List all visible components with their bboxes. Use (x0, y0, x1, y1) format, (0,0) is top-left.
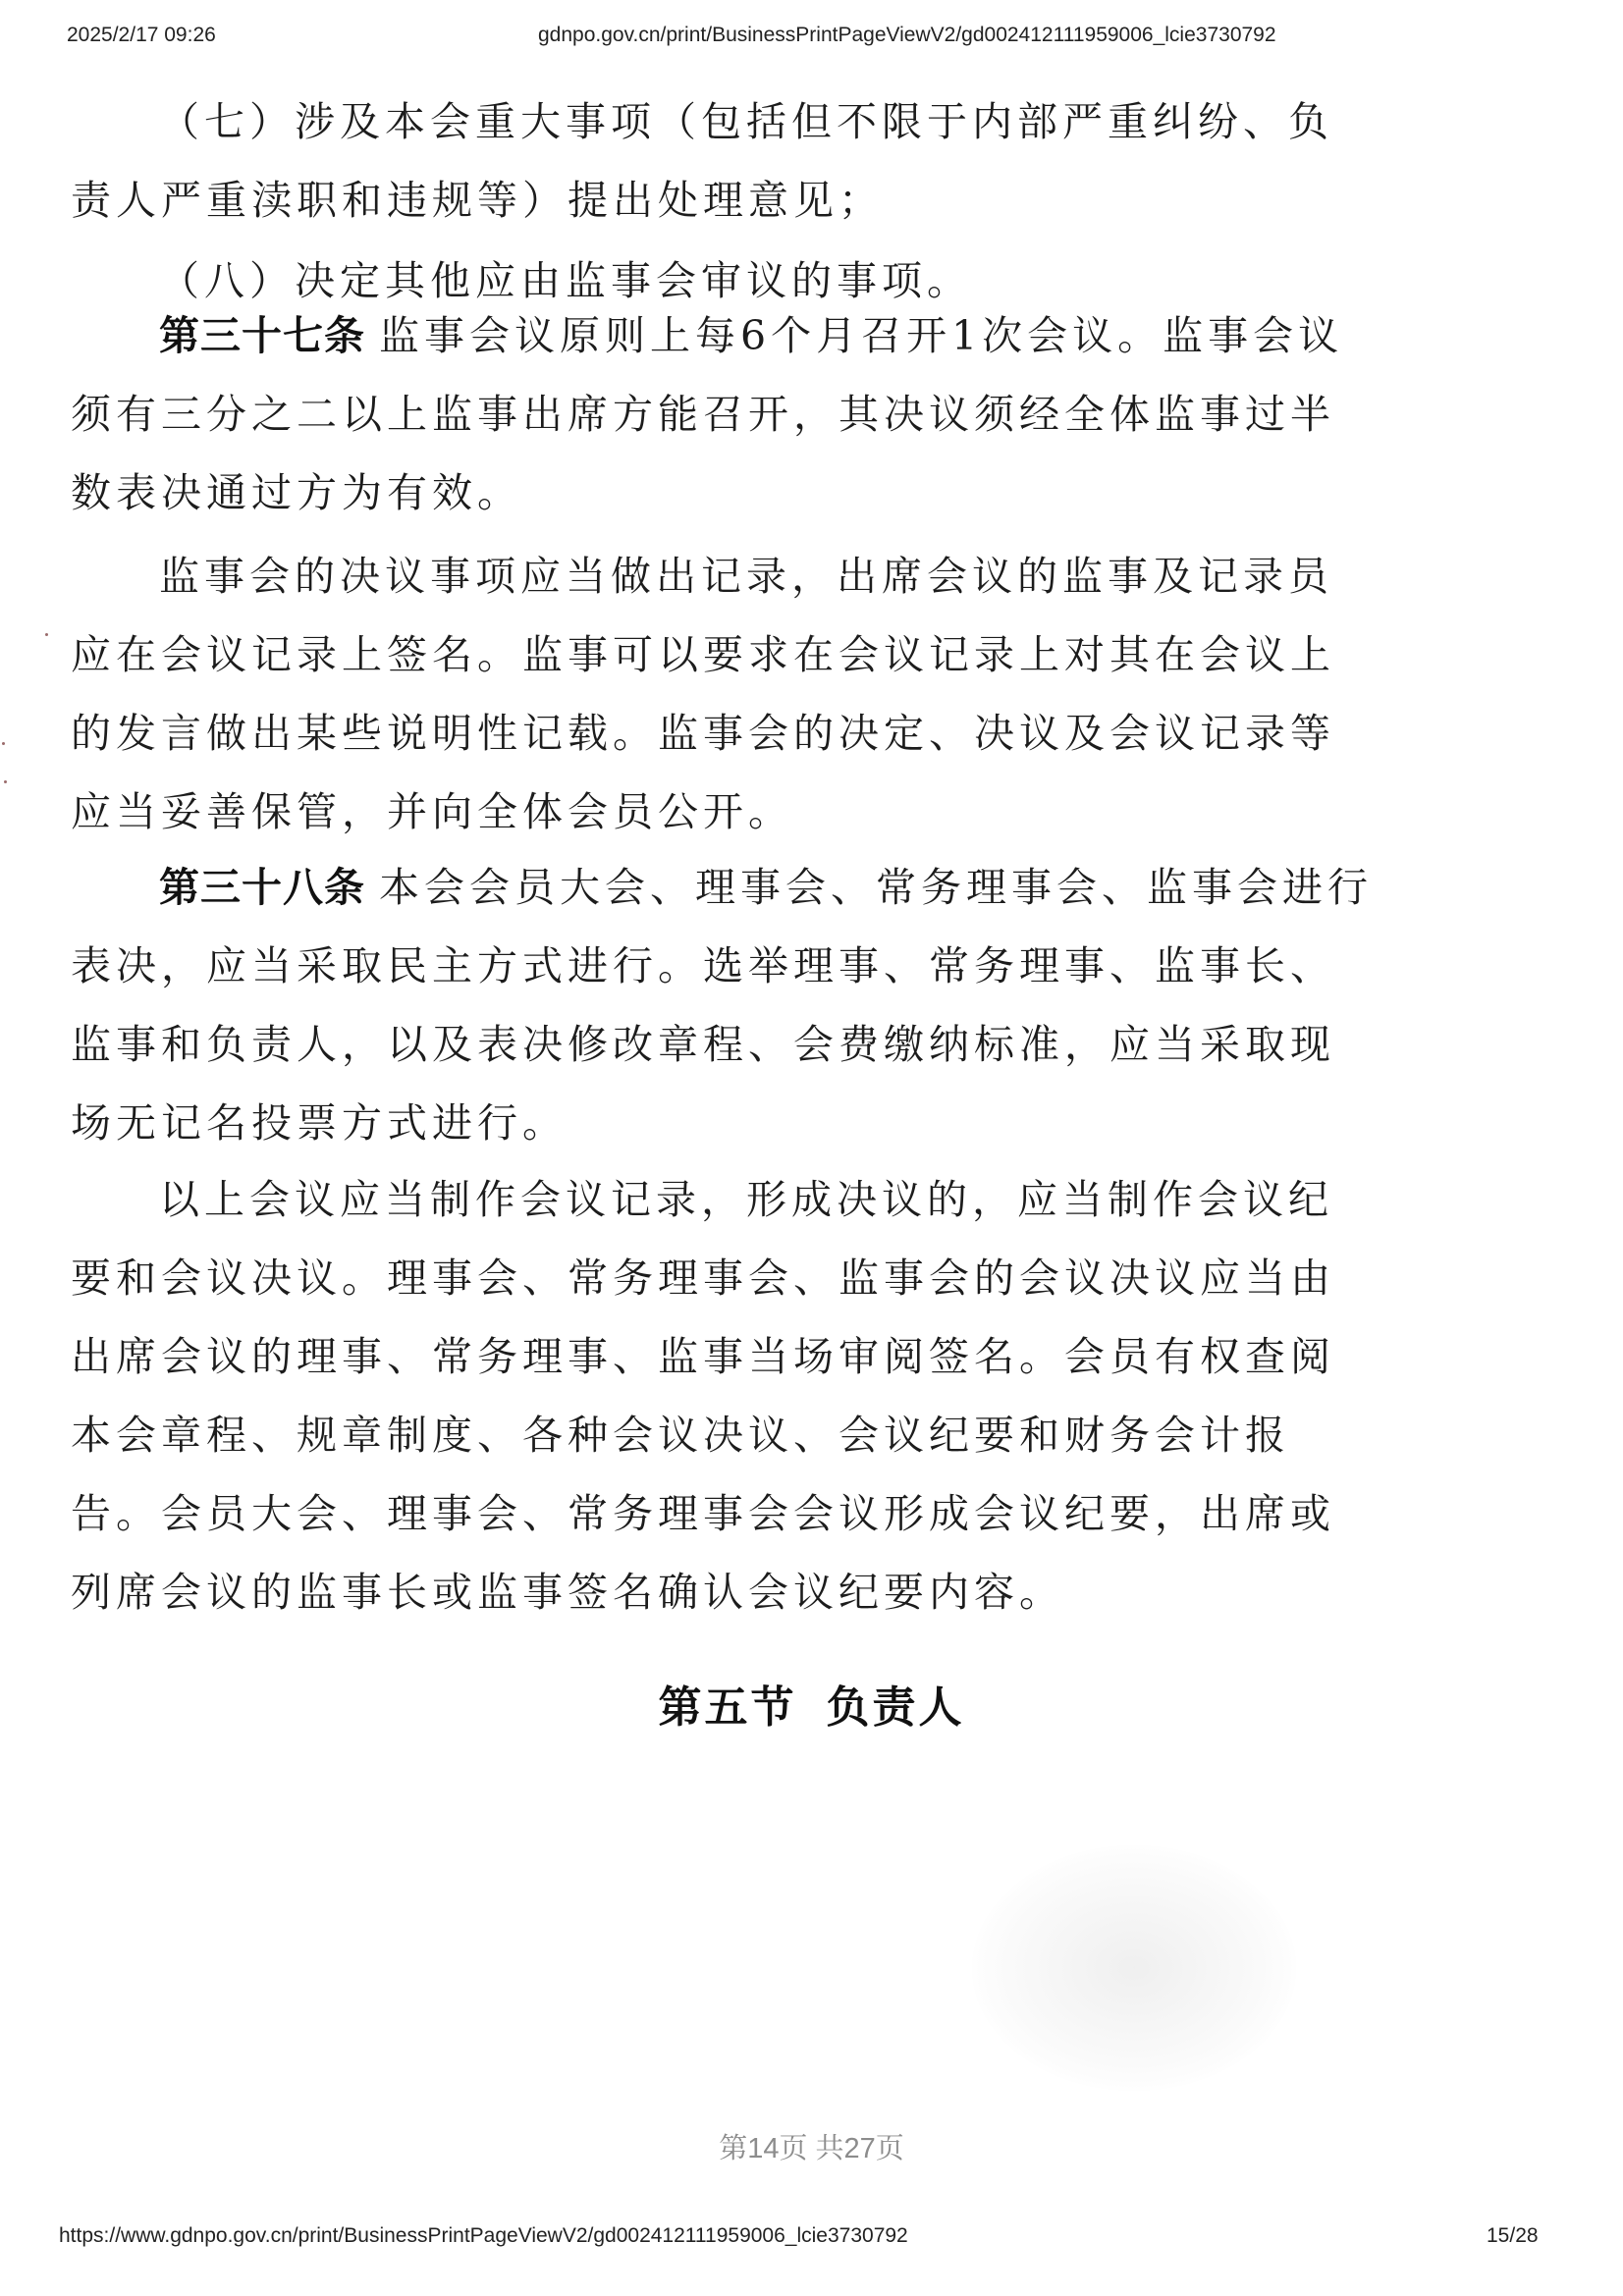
scan-speck (4, 780, 7, 783)
paragraph-text: 监事会议原则上每6个月召开1次会议。监事会议须有三分之二以上监事出席方能召开，其决议须经全体监事过半数表决通过方为有效。 (71, 312, 1344, 516)
article-number: 第三十七条 (159, 312, 365, 359)
article-number: 第三十八条 (159, 864, 365, 911)
paragraph-text: 以上会议应当制作会议记录，形成决议的，应当制作会议纪要和会议决议。理事会、常务理事会、监事会的会议决议应当由出席会议的理事、常务理事、监事当场审阅签名。会员有权查阅本会章程、规章制度、各种会议决议、会议纪要和财务会计报告。会员大会、理事会、常务理事会会议形成会议纪要，出席或列席会议的监事长或监事签名确认会议纪要内容。 (71, 1176, 1335, 1616)
paragraph-item-7 (71, 82, 1377, 240)
article-38 (71, 848, 1377, 1162)
scan-speck (2, 742, 5, 745)
article-37 (71, 296, 1377, 532)
page-counter: 第14页 共27页 (719, 2133, 904, 2164)
paragraph-meeting-minutes (71, 1160, 1377, 1631)
paragraph-text: （七）涉及本会重大事项（包括但不限于内部严重纠纷、负责人严重渎职和违规等）提出处理意见； (71, 98, 1333, 224)
print-url-header: gdnpo.gov.cn/print/BusinessPrintPageViewV2/gd002412111959006_lcie3730792 (538, 24, 1276, 46)
print-page-number: 15/28 (1487, 2224, 1539, 2247)
scan-speck (45, 633, 48, 636)
paragraph-text: （八）决定其他应由监事会审议的事项。 (159, 257, 972, 304)
section-heading (0, 1672, 1623, 1735)
section-number: 第五节 (658, 1682, 797, 1733)
section-title: 负责人 (826, 1682, 965, 1733)
paragraph-text: 本会会员大会、理事会、常务理事会、监事会进行表决，应当采取民主方式进行。选举理事、常务理事、监事长、监事和负责人，以及表决修改章程、会费缴纳标准，应当采取现场无记名投票方式进行。 (71, 864, 1373, 1147)
faded-seal (972, 1845, 1296, 2091)
print-datetime: 2025/2/17 09:26 (67, 24, 216, 46)
paragraph-supervisor-records (71, 537, 1377, 851)
paragraph-text: 监事会的决议事项应当做出记录，出席会议的监事及记录员应在会议记录上签名。监事可以要求在会议记录上对其在会议上的发言做出某些说明性记载。监事会的决定、决议及会议记录等应当妥善保管，并向全体会员公开。 (71, 553, 1335, 835)
print-url-footer: https://www.gdnpo.gov.cn/print/BusinessPrintPageViewV2/gd002412111959006_lcie3730792 (59, 2224, 908, 2247)
